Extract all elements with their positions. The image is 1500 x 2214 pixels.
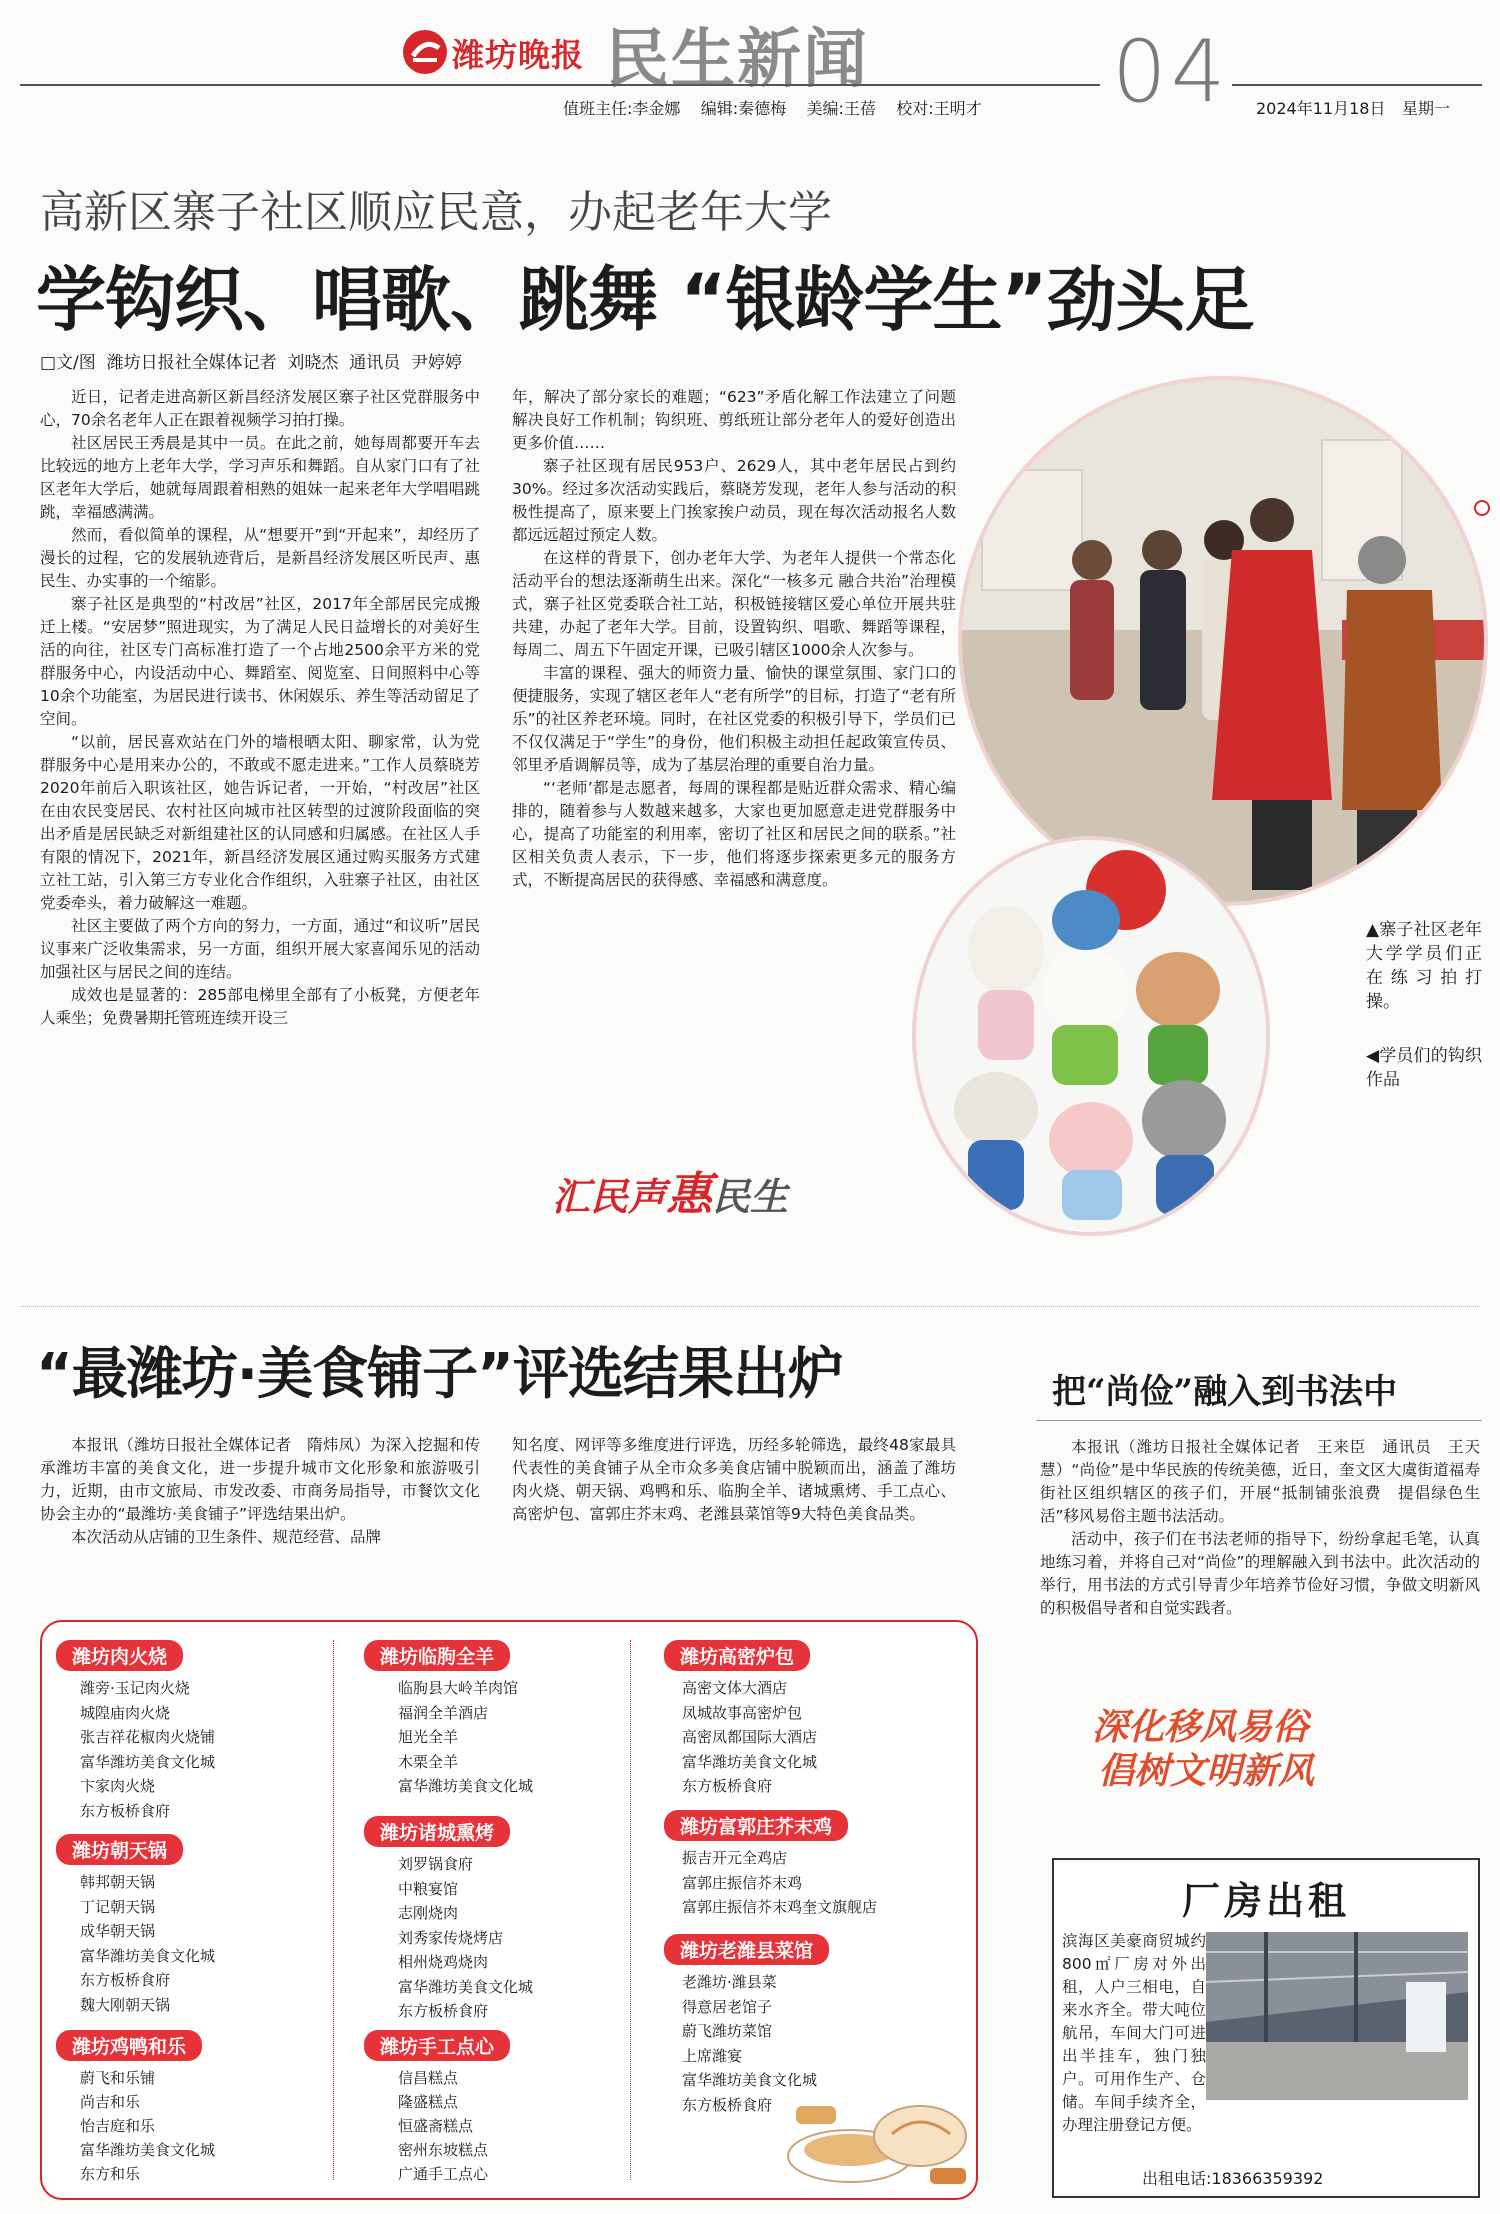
ad-phone: 出租电话:18366359392 [1142,2169,1324,2188]
list-item: 中粮宴馆 [398,1879,459,1898]
category-badge: 潍坊临朐全羊 [364,1640,510,1671]
shop-list [80,1870,215,2017]
list-item: 东方板桥食府 [80,1971,171,1989]
list-item: 尚吉和乐 [80,2093,141,2111]
list-item: 凤城故事高密炉包 [682,1703,803,1722]
list-item: 丁记朝天锅 [80,1897,156,1916]
lead-column-1 [40,386,480,1030]
photo-ring-dot [1474,500,1490,516]
photo-caption-2: ◀学员们的钩织作品 [1366,1046,1482,1090]
list-item: 东方板桥食府 [398,2002,489,2020]
list-item: 富郭庄振信芥末鸡奎文旗舰店 [682,1898,878,1916]
list-item: 富华潍坊美食文化城 [398,1977,534,1996]
category-badge: 潍坊鸡鸭和乐 [56,2030,202,2061]
section-title: 民生新闻 [605,22,869,97]
list-item: 蔚飞和乐铺 [80,2069,156,2087]
calligraphy-headline: 把“尚俭”融入到书法中 [1052,1372,1398,1412]
food-headline: “最潍坊·美食铺子”评选结果出炉 [36,1342,843,1407]
newspaper-logo: 潍坊晚报 [452,36,585,74]
photo-crochet-dolls [912,836,1270,1236]
ad-body [1062,1930,1472,2137]
paragraph: 丰富的课程、强大的师资力量、愉快的课堂氛围、家门口的便捷服务，实现了辖区老年人“老有所学”的目标，打造了“老有所乐”的社区养老环境。同时，在社区党委的积极引导下，学员们已不仅仅满足于“学生”的身份，他们积极主动担任起政策宣传员、邻里矛盾调解员等，成为了基层治理的重要自治力量。 [512,664,956,774]
photo-seniors-exercise [958,376,1488,906]
list-item: 富郭庄振信芥末鸡 [682,1873,803,1892]
food-column-1 [40,1434,480,1549]
list-item: 密州东坡糕点 [398,2141,489,2159]
category-badge: 潍坊高密炉包 [664,1640,810,1671]
issue-weekday: 星期一 [1402,99,1451,118]
list-item: 高密文体大酒店 [682,1679,788,1697]
list-item: 上席潍宴 [682,2046,743,2065]
list-item: 广通手工点心 [398,2165,489,2183]
list-item: 刘罗锅食府 [398,1855,474,1873]
page-number: 04 [1112,22,1230,122]
photo-caption-1: ▲寨子社区老年大学学员们正在练习拍打操。 [1366,920,1482,1012]
masthead [0,0,1500,130]
ad-photo-spacer [1206,1930,1472,2106]
category-badge: 潍坊老潍县菜馆 [664,1934,829,1965]
category-badge: 潍坊朝天锅 [56,1834,183,1865]
slogan-line: 深化移风易俗 [1092,1707,1309,1748]
header-rule-left [20,84,1100,86]
section-divider [20,1306,1480,1307]
list-item: 恒盛斋糕点 [398,2117,474,2135]
category-badge: 潍坊手工点心 [364,2030,510,2061]
lead-kicker: 高新区寨子社区顺应民意，办起老年大学 [40,187,832,238]
list-item: 振吉开元全鸡店 [682,1849,788,1867]
list-item: 刘秀家传烧烤店 [398,1928,504,1947]
list-item: 富华潍坊美食文化城 [682,2071,818,2089]
column-logo-part: 汇民声 [552,1175,667,1219]
shop-list [398,1852,533,2024]
category-badge: 潍坊肉火烧 [56,1640,183,1671]
paragraph: 本次活动从店铺的卫生条件、规范经营、品牌 [71,1528,382,1546]
shop-list [682,1846,877,1920]
list-item: 韩邦朝天锅 [80,1873,156,1891]
paragraph: “‘老师’都是志愿者，每周的课程都是贴近群众需求、精心编排的，随着参与人数越来越多，大家也更加愿意走进党群服务中心，提高了功能室的利用率，密切了社区和居民之间的联系。”社区相关负责人表示，下一步，他们将逐步探索更多元的服务方式，不断提高居民的获得感、幸福感和满意度。 [512,779,956,889]
food-column-2 [512,1434,956,1526]
paragraph: 成效也是显著的：285部电梯里全部有了小板凳，方便老年人乘坐；免费暑期托管班连续开设三 [40,986,480,1027]
paragraph: 寨子社区是典型的“村改居”社区，2017年全部居民完成搬迁上楼。“安居梦”照进现实，为了满足人民日益增长的对美好生活的向往，社区专门高标准打造了一个占地2500余平方米的党群服务中心，内设活动中心、舞蹈室、阅览室、日间照料中心等10余个功能室，为居民进行读书、休闲娱乐、养生等活动留足了空间。 [40,595,480,728]
list-item: 成华朝天锅 [80,1922,156,1940]
lead-column-2 [512,386,956,892]
lead-byline: □文/图 潍坊日报社全媒体记者 刘晓杰 通讯员 尹婷婷 [40,353,463,373]
paragraph: 社区主要做了两个方向的努力，一方面，通过“和议听”居民议事来广泛收集需求，另一方面，组织开展大家喜闻乐见的活动加强社区与居民之间的连结。 [40,917,480,981]
paragraph: 寨子社区现有居民953户、2629人，其中老年居民占到约30%。经过多次活动实践后，蔡晓芳发现，老年人参与活动的积极性提高了，原来要上门挨家挨户动员，现在每次活动报名人数都远远超过预定人数。 [512,457,956,544]
list-item: 富华潍坊美食文化城 [80,1946,216,1965]
paragraph: 本报讯（潍坊日报社全媒体记者 隋炜凤）为深入挖掘和传承潍坊丰富的美食文化，进一步提升城市文化形象和旅游吸引力，近期，由市文旅局、市发改委、市商务局指导，市餐饮文化协会主办的“最潍坊·美食铺子”评选结果出炉。 [40,1436,480,1523]
paragraph: 社区居民王秀晨是其中一员。在此之前，她每周都要开车去比较远的地方上老年大学，学习声乐和舞蹈。自从家门口有了社区老年大学后，她就每周跟着相熟的姐妹一起来老年大学唱唱跳跳，幸福感满满。 [40,434,480,521]
paragraph: 在这样的背景下，创办老年大学、为老年人提供一个常态化活动平台的想法逐渐萌生出来。深化“一核多元 融合共治”治理模式，寨子社区党委联合社工站，积极链接辖区爱心单位开展共驻共建，办起了老年大学。目前，设置钩织、唱歌、舞蹈等课程，每周二、周五下午固定开课，已吸引辖区1000余人次参与。 [512,549,956,659]
shop-list [398,1676,533,1799]
list-item: 蔚飞潍坊菜馆 [682,2022,773,2040]
shop-list [398,2066,488,2186]
shop-list [80,1676,215,1823]
slogan [1092,1706,1314,1794]
list-item: 潍旁·玉记肉火烧 [80,1679,190,1697]
list-item: 信昌糕点 [398,2069,459,2087]
list-item: 魏大刚朝天锅 [80,1995,171,2014]
list-item: 富华潍坊美食文化城 [80,2141,216,2159]
paragraph: 知名度、网评等多维度进行评选，历经多轮筛选，最终48家最具代表性的美食铺子从全市众多美食店铺中脱颖而出，涵盖了潍坊肉火烧、朝天锅、鸡鸭和乐、临朐全羊、诸城熏烤、手工点心、高密炉包、富郭庄芥末鸡、老潍县菜馆等9大特色美食品类。 [512,1436,956,1523]
list-item: 城隍庙肉火烧 [80,1703,171,1722]
list-item: 福润全羊酒店 [398,1703,489,1722]
food-illustration [780,2076,976,2196]
category-badge: 潍坊诸城熏烤 [364,1816,510,1847]
header-rule-right [1232,84,1482,86]
list-item: 隆盛糕点 [398,2093,459,2111]
paragraph: “以前，居民喜欢站在门外的墙根晒太阳、聊家常，认为党群服务中心是用来办公的，不敢或不愿走进来。”工作人员蔡晓芳2020年前后入职该社区，她告诉记者，一开始，“村改居”社区在由农民变居民、农村社区向城市社区转型的过渡阶段面临的突出矛盾是居民缺乏对新组建社区的认同感和归属感。在社区人手有限的情况下，2021年，新昌经济发展区通过购买服务方式建立社工站，引入第三方专业化合作组织，入驻寨子社区，由社区党委牵头，着力破解这一难题。 [40,733,480,912]
column-divider [630,1640,631,2180]
paragraph: 本报讯（潍坊日报社全媒体记者 王来臣 通讯员 王天慧）“尚俭”是中华民族的传统美德，近日，奎文区大虞街道福寿街社区组织辖区的孩子们，开展“抵制铺张浪费 提倡绿色生活”移风易俗主题书法活动。 [1040,1438,1480,1525]
list-item: 富华潍坊美食文化城 [398,1777,534,1795]
list-item: 志刚烧肉 [398,1904,459,1922]
list-item: 高密凤都国际大酒店 [682,1728,818,1746]
paragraph: 近日，记者走进高新区新昌经济发展区寨子社区党群服务中心，70余名老年人正在跟着视频学习拍打操。 [40,388,480,429]
column-logo [552,1158,788,1224]
calligraphy-rule [1036,1420,1482,1421]
list-item: 东方板桥食府 [682,2095,773,2114]
column-logo-part: 惠 [666,1167,713,1221]
list-item: 富华潍坊美食文化城 [80,1752,216,1771]
list-item: 张吉祥花椒肉火烧铺 [80,1728,216,1746]
list-item: 怡吉庭和乐 [80,2117,156,2135]
column-divider [333,1640,334,2180]
category-badge: 潍坊富郭庄芥末鸡 [664,1810,848,1841]
paragraph: 活动中，孩子们在书法老师的指导下，纷纷拿起毛笔，认真地练习着，并将自己对“尚俭”的理解融入到书法中。此次活动的举行，用书法的方式引导青少年培养节俭好习惯，争做文明新风的积极倡导者和自觉实践者。 [1040,1530,1480,1617]
ad-body-text: 滨海区美豪商贸城约800㎡厂房对外出租，人户三相电，自来水齐全。带大吨位航吊，车间大门可进出半挂车，独门独户。可用作生产、仓储。车间手续齐全，办理注册登记方便。 [1062,1932,1206,2134]
calligraphy-body [1040,1436,1480,1620]
list-item: 相州烧鸡烧肉 [398,1953,489,1971]
list-item: 得意居老馆子 [682,1997,773,2016]
list-item: 卞家肉火烧 [80,1777,156,1795]
column-logo-part: 民生 [712,1175,789,1219]
logo-icon [403,30,447,74]
list-item: 老潍坊·潍县菜 [682,1973,777,1991]
list-item: 东方板桥食府 [682,1777,773,1795]
shop-list [682,1676,817,1799]
list-item: 富华潍坊美食文化城 [682,1752,818,1771]
list-item: 木栗全羊 [398,1752,459,1771]
paragraph: 然而，看似简单的课程，从“想要开”到“开起来”，却经历了漫长的过程，它的发展轨迹背后，是新昌经济发展区听民声、惠民生、办实事的一个缩影。 [40,526,480,590]
slogan-line: 倡树文明新风 [1098,1751,1315,1792]
list-item: 东方板桥食府 [80,1801,171,1820]
editor-credits: 值班主任:李金娜 编辑:秦德梅 美编:王蓓 校对:王明才 [563,99,982,118]
issue-date: 2024年11月18日 [1256,99,1386,118]
shop-list [80,2066,215,2186]
lead-headline: 学钩织、唱歌、跳舞 “银龄学生”劲头足 [36,259,1254,341]
list-item: 旭光全羊 [398,1728,459,1746]
paragraph: 年，解决了部分家长的难题；“623”矛盾化解工作法建立了问题解决良好工作机制；钩织班、剪纸班让部分老年人的爱好创造出更多价值…… [512,388,956,452]
list-item: 东方和乐 [80,2165,141,2183]
list-item: 临朐县大岭羊肉馆 [398,1679,519,1697]
ad-title: 厂房出租 [1181,1879,1350,1923]
